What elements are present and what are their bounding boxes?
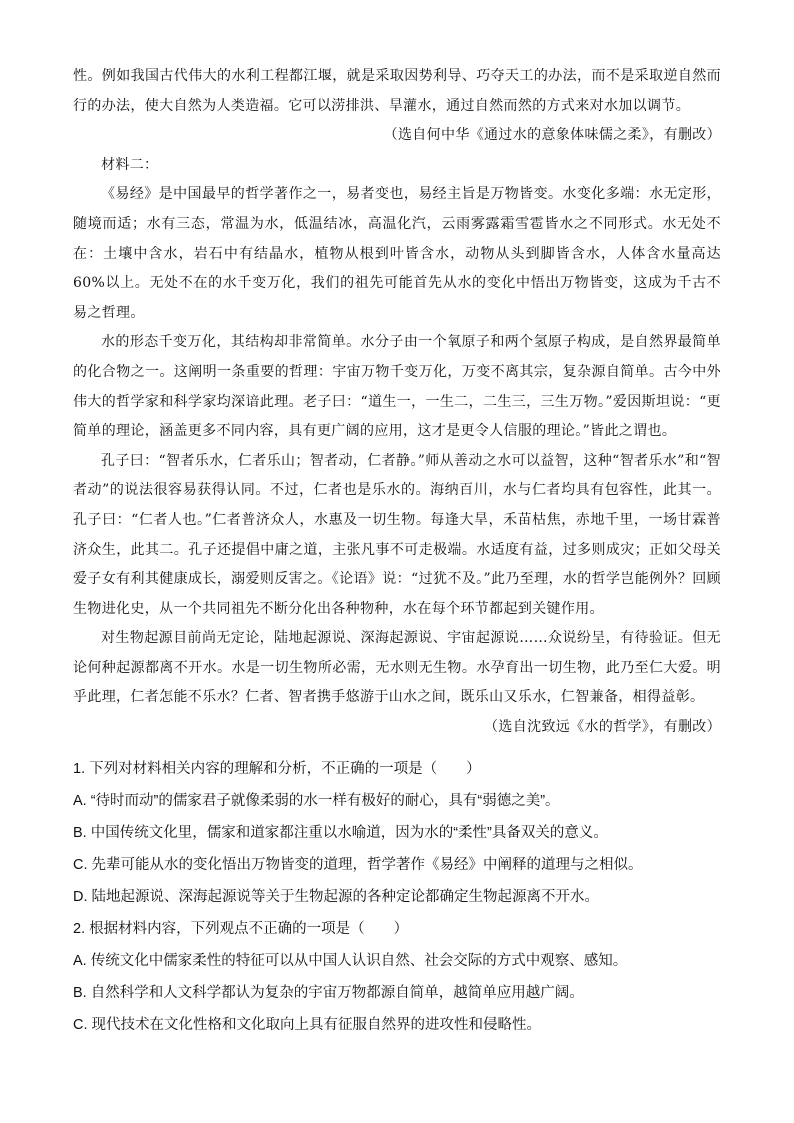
- passage-paragraph-continued: 性。例如我国古代伟大的水利工程都江堰，就是采取因势利导、巧夺天工的办法，而不是采取逆自然而行的办法，使大自然为人类造福。它可以涝排洪、旱灌水，通过自然而然的方式来对水加以调节。: [73, 68, 721, 114]
- question-section: [73, 753, 721, 1041]
- question-2-stem: 2. 根据材料内容，下列观点不正确的一项是（ ）: [73, 921, 409, 937]
- passage-paragraph-3: 孔子曰：“智者乐水，仁者乐山；智者动，仁者静。”师从善动之水可以益智，这种“智者乐水”和“智者动”的说法很容易获得认同。不过，仁者也是乐水的。海纳百川，水与仁者均具有包容性，此其一。孔子曰：“仁者人也。”仁者普济众人，水惠及一切生物。每逢大旱，禾苗枯焦，赤地千里，一场甘霖普济众生，此其二。孔子还提倡中庸之道，主张凡事不可走极端。水适度有益，过多则成灾；正如父母关爱子女有利其健康成长，溺爱则反害之。《论语》说：“过犹不及。”此乃至理，水的哲学岂能例外？回顾生物进化史，从一个共同祖先不断分化出各种物种，水在每个环节都起到关键作用。: [73, 452, 721, 617]
- passage-paragraph-1: 《易经》是中国最早的哲学著作之一，易者变也，易经主旨是万物皆变。水变化多端：水无定形，随境而适；水有三态，常温为水，低温结冰，高温化汽，云雨雾露霜雪雹皆水之不同形式。水无处不在：土壤中含水，岩石中有结晶水，植物从根到叶皆含水，动物从头到脚皆含水，人体含水量高达60%以上。无处不在的水千变万化，我们的祖先可能首先从水的变化中悟出万物皆变，这成为千古不易之哲理。: [73, 186, 721, 321]
- source-citation-2: （选自沈致远《水的哲学》，有删改）: [484, 719, 721, 736]
- passage-paragraph-2: 水的形态千变万化，其结构却非常简单。水分子由一个氧原子和两个氢原子构成，是自然界最简单的化合物之一。这阐明一条重要的哲理：宇宙万物千变万化，万变不离其宗，复杂源自简单。古今中外伟大的哲学家和科学家均深谙此理。老子曰：“道生一，一生二，二生三，三生万物。”爱因斯坦说：“更简单的理论，涵盖更多不同内容，具有更广阔的应用，这才是更令人信服的理论。”皆此之谓也。: [73, 334, 721, 440]
- question-1-option-d: D. 陆地起源说、深海起源说等关于生物起源的各种定论都确定生物起源离不开水。: [73, 889, 600, 905]
- question-1-stem: 1. 下列对材料相关内容的理解和分析，不正确的一项是（ ）: [73, 761, 481, 777]
- source-citation-1: （选自何中华《通过水的意象体味儒之柔》，有删改）: [383, 127, 721, 144]
- question-1-option-c: C. 先辈可能从水的变化悟出万物皆变的道理，哲学著作《易经》中阐释的道理与之相似。: [73, 857, 643, 873]
- material-2-heading: 材料二：: [101, 156, 159, 173]
- reading-passage: [73, 62, 721, 743]
- question-1-option-b: B. 中国传统文化里，儒家和道家都注重以水喻道，因为水的“柔性”具备双关的意义。: [73, 825, 608, 841]
- question-2-option-c: C. 现代技术在文化性格和文化取向上具有征服自然界的进攻性和侵略性。: [73, 1017, 542, 1033]
- question-1-option-a: A. “待时而动”的儒家君子就像柔弱的水一样有极好的耐心，具有“弱德之美”。: [73, 793, 560, 809]
- question-2-option-b: B. 自然科学和人文科学都认为复杂的宇宙万物都源自简单，越简单应用越广阔。: [73, 985, 584, 1001]
- question-2-option-a: A. 传统文化中儒家柔性的特征可以从中国人认识自然、社会交际的方式中观察、感知。: [73, 953, 628, 969]
- passage-paragraph-4: 对生物起源目前尚无定论，陆地起源说、深海起源说、宇宙起源说……众说纷呈，有待验证。但无论何种起源都离不开水。水是一切生物所必需，无水则无生物。水孕育出一切生物，此乃至仁大爱。明乎此理，仁者怎能不乐水？仁者、智者携手悠游于山水之间，既乐山又乐水，仁智兼备，相得益彰。: [73, 630, 721, 706]
